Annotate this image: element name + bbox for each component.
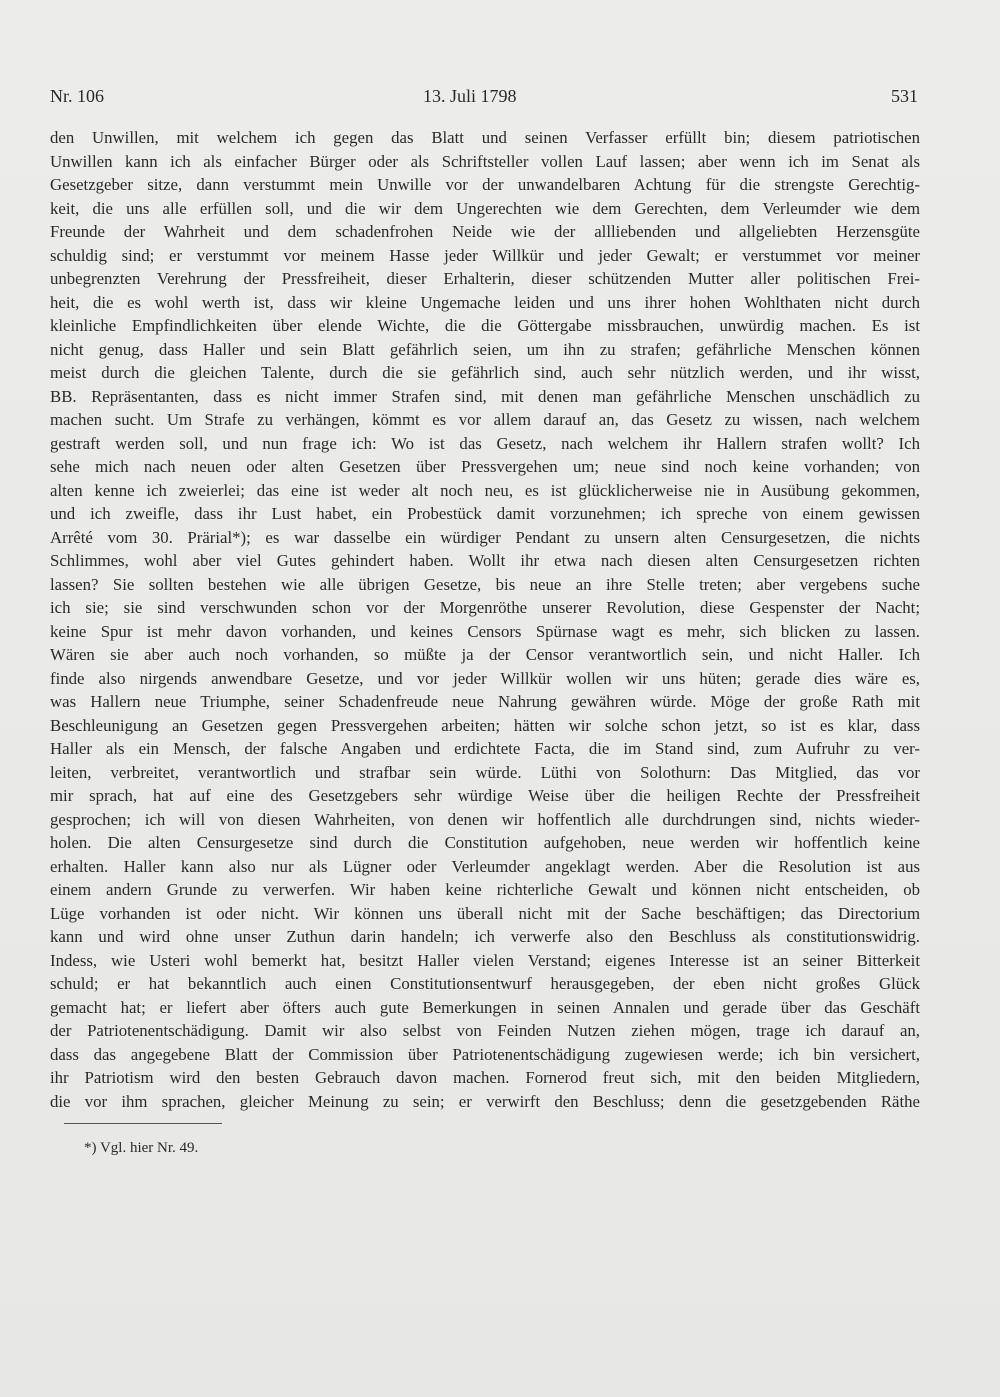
text-line: und ich zweifle, dass ihr Lust habet, ein Probestück damit vorzunehmen; ich spreche von einem gewissen — [50, 504, 920, 523]
text-line: Unwillen kann ich als einfacher Bürger oder als Schriftsteller vollen Lauf lassen; aber wenn ich im Senat als — [50, 151, 920, 171]
text-line: schuldig sind; er verstummt vor meinem Hasse jeder Willkür und jeder Gewalt; er verstummet vor meiner — [50, 245, 920, 265]
text-line: schuld; er hat bekanntlich auch einen Constitutionsentwurf herausgegeben, der eben nicht großes Glück — [50, 974, 920, 993]
text-line: sehe mich nach neuen oder alten Gesetzen über Pressvergehen um; neue sind noch keine vorhanden; von — [50, 457, 920, 476]
text-line: holen. Die alten Censurgesetze sind durch die Constitution aufgehoben, neue werden wir hoffentlich keine — [50, 833, 920, 852]
text-line: gestraft werden soll, und nun frage ich: Wo ist das Gesetz, nach welchem ihr Hallern strafen wollt? Ich — [50, 433, 920, 453]
text-line: ihr Patriotism wird den besten Gebrauch davon machen. Fornerod freut sich, mit den beiden Mitgliedern, — [50, 1068, 920, 1087]
body-text — [50, 126, 920, 1113]
text-line: Beschleunigung an Gesetzen gegen Pressvergehen arbeiten; hätten wir solche schon jetzt, so ist es klar, dass — [50, 715, 920, 735]
text-line: alten kenne ich zweierlei; das eine ist weder alt noch neu, es ist glücklicherweise nie in Ausübung gekommen, — [50, 480, 920, 500]
text-line: BB. Repräsentanten, dass es nicht immer Strafen sind, mit denen man gefährliche Menschen unschädlich zu — [50, 386, 920, 406]
text-line: dass das angegebene Blatt der Commission über Patriotenentschädigung zugewiesen werde; ich bin versichert, — [50, 1044, 920, 1064]
text-line: Arrêté vom 30. Prärial*); es war dasselbe ein würdiger Pendant zu unsern alten Censurgesetzen, die nichts — [50, 527, 920, 547]
text-line: finde also nirgends anwendbare Gesetze, und vor jeder Willkür wollen wir uns hüten; gerade dies wäre es, — [50, 668, 920, 688]
footnote-rule — [64, 1123, 222, 1124]
text-line: machen sucht. Um Strafe zu verhängen, kömmt es vor allem darauf an, das Gesetz zu wissen, nach welchem — [50, 410, 920, 429]
text-line: Lüge vorhanden ist oder nicht. Wir können uns überall nicht mit der Sache beschäftigen; das Directorium — [50, 903, 920, 923]
text-line: ich sie; sie sind verschwunden schon vor der Morgenröthe unserer Revolution, diese Gespenster der Nacht; — [50, 598, 920, 617]
text-line: kleinliche Empfindlichkeiten über elende Wichte, die die Göttergabe missbrauchen, unwürdig machen. Es ist — [50, 316, 920, 335]
header-document-number: Nr. 106 — [50, 86, 104, 106]
text-line: Gesetzgeber sitze, dann verstummt mein Unwille vor der unwandelbaren Achtung für die strengste Gerechtig- — [50, 175, 920, 194]
text-line: keine Spur ist mehr davon vorhanden, und keines Censors Spürnase wagt es mehr, sich blicken zu lassen. — [50, 621, 920, 641]
text-line: der Patriotenentschädigung. Damit wir also selbst von Feinden Nutzen ziehen mögen, trage ich darauf an, — [50, 1021, 920, 1040]
text-line: meist durch die gleichen Talente, durch die sie gefährlich sind, auch sehr nützlich werden, und ihr wisst, — [50, 363, 920, 382]
text-line: leiten, verbreitet, verantwortlich und strafbar sein würde. Lüthi von Solothurn: Das Mitglied, das vor — [50, 762, 920, 782]
text-line: unbegrenzten Verehrung der Pressfreiheit, dieser Erhalterin, dieser schützenden Mutter aller politischen Frei- — [50, 269, 920, 288]
page-header — [50, 86, 918, 112]
text-line: Haller als ein Mensch, der falsche Angaben und erdichtete Facta, die im Stand sind, zum Aufruhr zu ver- — [50, 739, 920, 758]
text-line: den Unwillen, mit welchem ich gegen das Blatt und seinen Verfasser erfüllt bin; diesem patriotischen — [50, 128, 920, 147]
header-date: 13. Juli 1798 — [423, 86, 517, 106]
text-line: kann und wird ohne unser Zuthun darin handeln; ich verwerfe also den Beschluss als constitutionswidrig. — [50, 927, 920, 946]
text-line: gemacht hat; er liefert aber öfters auch gute Bemerkungen in seinen Annalen und gerade über das Geschäft — [50, 997, 920, 1017]
text-line: gesprochen; ich will von diesen Wahrheiten, von denen wir hoffentlich alle durchdrungen sind, nichts wieder- — [50, 809, 920, 829]
text-line: nicht genug, dass Haller und sein Blatt gefährlich seien, um ihn zu strafen; gefährliche Menschen können — [50, 339, 920, 359]
text-line: Indess, wie Usteri wohl bemerkt hat, besitzt Haller vielen Verstand; eigenes Interesse ist an seiner Bitterkeit — [50, 950, 920, 970]
text-line: mir sprach, hat auf eine des Gesetzgebers sehr würdige Weise über die heiligen Rechte der Pressfreiheit — [50, 786, 920, 805]
text-line: heit, die es wohl werth ist, dass wir kleine Ungemache leiden und uns ihrer hohen Wohlthaten nicht durch — [50, 292, 920, 312]
text-line: keit, die uns alle erfüllen soll, und die wir dem Ungerechten wie dem Gerechten, dem Verleumder wie dem — [50, 198, 920, 218]
text-line: Wären sie aber auch noch vorhanden, so müßte ja der Censor verantwortlich sein, und nicht Haller. Ich — [50, 645, 920, 664]
text-line: lassen? Sie sollten bestehen wie alle übrigen Gesetze, bis neue an ihre Stelle treten; aber vergebens suche — [50, 574, 920, 594]
text-line: was Hallern neue Triumphe, seiner Schadenfreude neue Nahrung gewähren würde. Möge der große Rath mit — [50, 692, 920, 711]
text-line: die vor ihm sprachen, gleicher Meinung zu sein; er verwirft den Beschluss; denn die gesetzgebenden Räthe — [50, 1091, 920, 1111]
text-line: erhalten. Haller kann also nur als Lügner oder Verleumder angeklagt werden. Aber die Resolution ist aus — [50, 856, 920, 876]
text-line: Freunde der Wahrheit und dem schadenfrohen Neide wie der allliebenden und allgeliebten Herzensgüte — [50, 222, 920, 241]
footnote: *) Vgl. hier Nr. 49. — [84, 1140, 199, 1156]
text-line: einem andern Grunde zu verwerfen. Wir haben keine richterliche Gewalt und können nicht entscheiden, ob — [50, 880, 920, 899]
text-line: Schlimmes, wohl aber viel Gutes gehindert haben. Wollt ihr etwa nach diesen alten Censurgesetzen richten — [50, 551, 920, 570]
header-page-number: 531 — [891, 86, 918, 106]
